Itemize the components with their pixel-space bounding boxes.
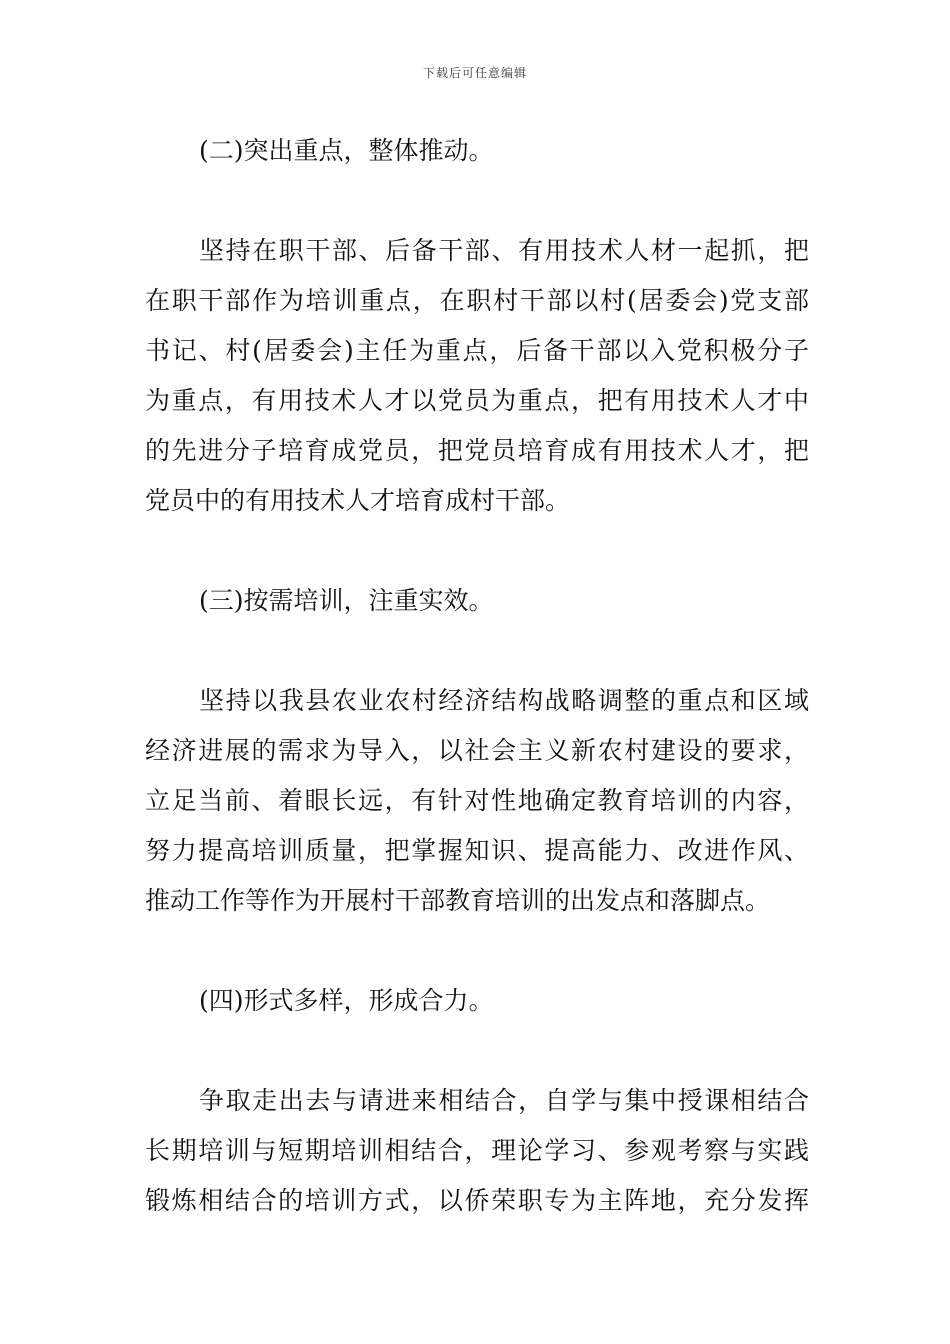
section-heading-2: (二)突出重点，整体推动。 — [199, 136, 494, 165]
paragraph-spacer — [145, 926, 809, 976]
paragraph-spacer — [145, 526, 809, 576]
section-heading-3: (三)按需培训，注重实效。 — [199, 586, 494, 615]
paragraph-line: 坚持以我县农业农村经济结构战略调整的重点和区域 — [199, 686, 809, 715]
section-heading-4: (四)形式多样，形成合力。 — [199, 986, 494, 1015]
page-header: 下载后可任意编辑 — [422, 66, 527, 80]
paragraph-line: 长期培训与短期培训相结合，理论学习、参观考察与实践 — [145, 1136, 809, 1165]
document-body — [145, 126, 809, 1226]
section-paragraph-3 — [145, 676, 809, 926]
paragraph-line: 的先进分子培育成党员，把党员培育成有用技术人才，把 — [145, 436, 809, 465]
section-paragraph-2 — [145, 226, 809, 526]
paragraph-spacer — [145, 1026, 809, 1076]
paragraph-line: 坚持在职干部、后备干部、有用技术人材一起抓，把 — [199, 236, 809, 265]
paragraph-spacer — [145, 176, 809, 226]
section-paragraph-4 — [145, 1076, 809, 1226]
paragraph-line: 推动工作等作为开展村干部教育培训的出发点和落脚点。 — [145, 886, 771, 915]
paragraph-line: 经济进展的需求为导入，以社会主义新农村建设的要求， — [145, 736, 809, 765]
paragraph-line: 为重点，有用技术人才以党员为重点，把有用技术人才中 — [145, 386, 809, 415]
paragraph-line: 锻炼相结合的培训方式，以侨荣职专为主阵地，充分发挥 — [145, 1186, 809, 1215]
paragraph-line: 在职干部作为培训重点，在职村干部以村(居委会)党支部 — [145, 286, 809, 315]
paragraph-line: 党员中的有用技术人才培育成村干部。 — [145, 486, 571, 515]
paragraph-line: 努力提高培训质量，把掌握知识、提高能力、改进作风、 — [145, 836, 809, 865]
paragraph-spacer — [145, 626, 809, 676]
paragraph-line: 争取走出去与请进来相结合，自学与集中授课相结合 — [199, 1086, 809, 1115]
paragraph-line: 书记、村(居委会)主任为重点，后备干部以入党积极分子 — [145, 336, 809, 365]
paragraph-line: 立足当前、着眼长远，有针对性地确定教育培训的内容， — [145, 786, 809, 815]
